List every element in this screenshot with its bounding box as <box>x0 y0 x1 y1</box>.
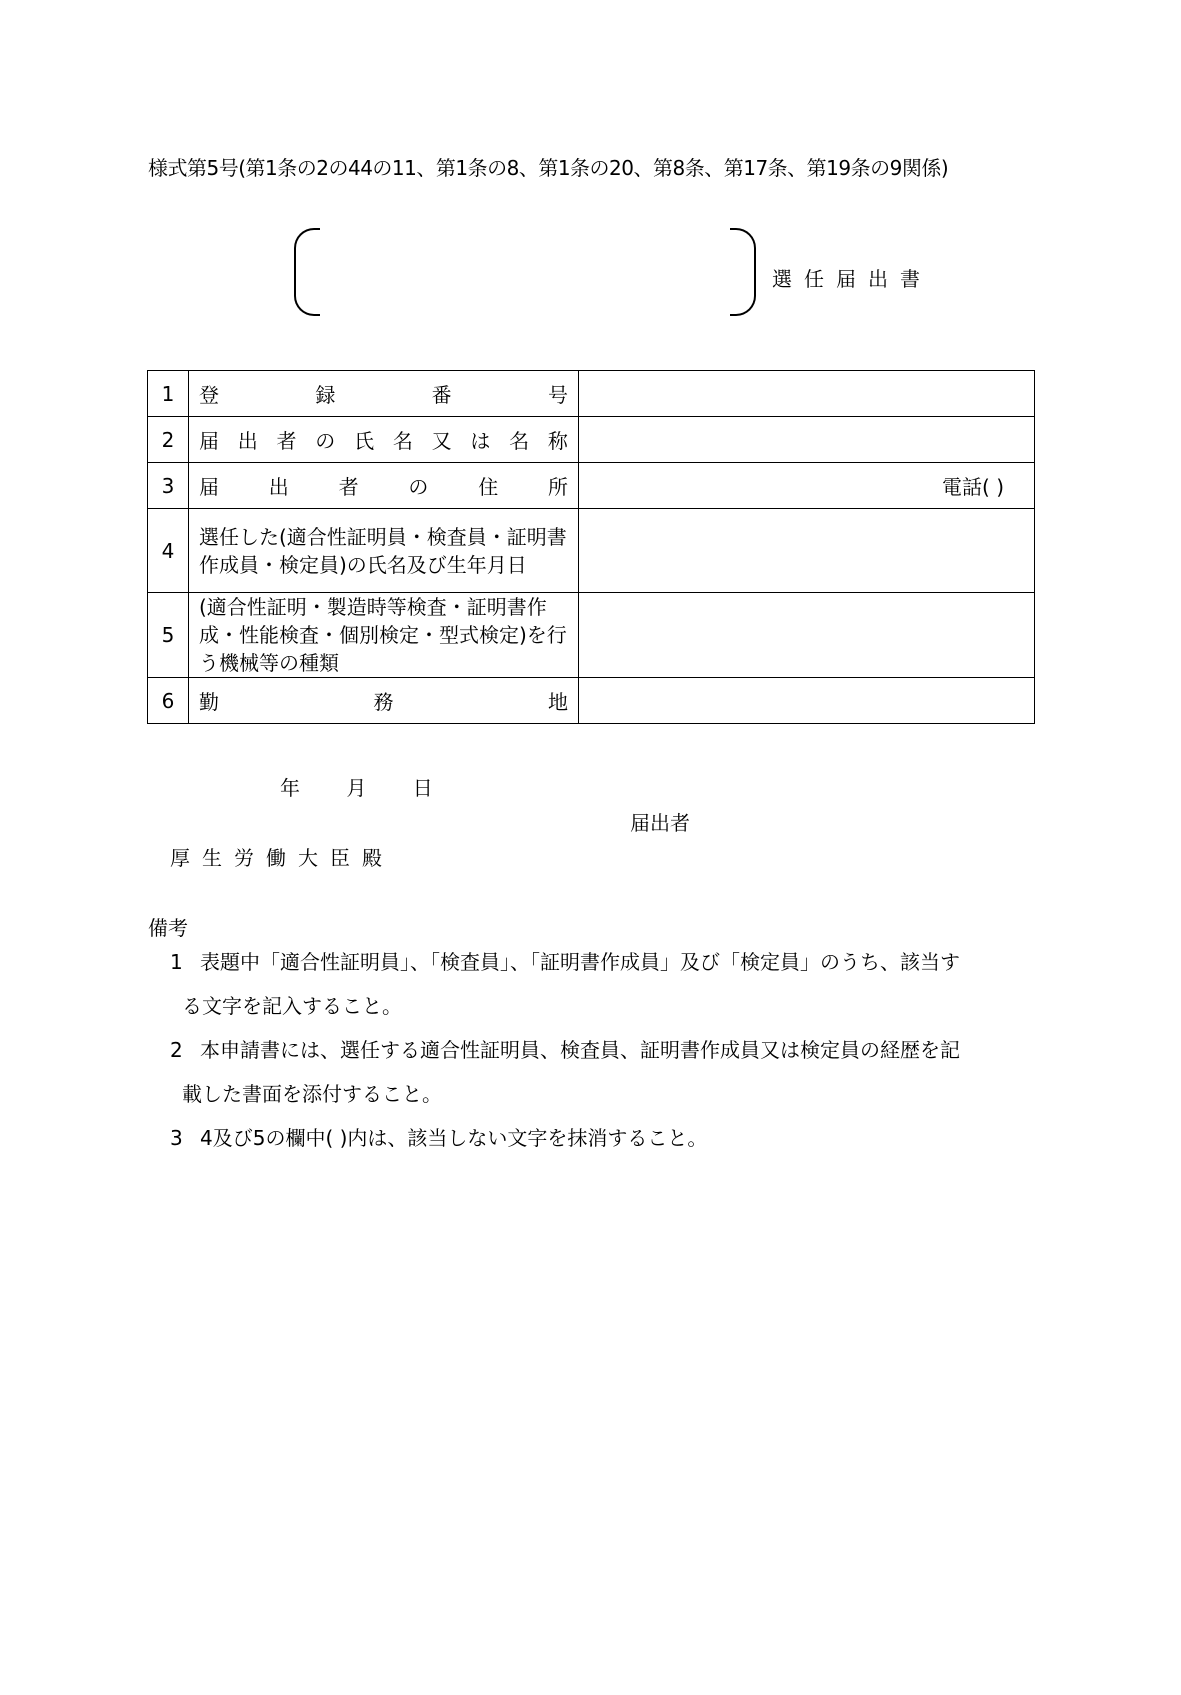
remark-note <box>148 940 1028 1028</box>
row-label: 選任した(適合性証明員・検査員・証明書作成員・検定員)の氏名及び生年月日 <box>189 509 579 593</box>
label-char: 登 <box>199 383 219 407</box>
row-label <box>189 417 579 463</box>
label-char: 氏 <box>354 429 375 453</box>
note-text-continued: 載した書面を添付すること。 <box>182 1082 442 1106</box>
label-char: 出 <box>237 429 258 453</box>
row-number: 5 <box>148 593 189 678</box>
row-label <box>189 371 579 417</box>
note-text-continued: る文字を記入すること。 <box>182 994 402 1018</box>
date-line: 年 月 日 <box>280 776 433 800</box>
table-row <box>148 593 1035 678</box>
label-char: 務 <box>373 690 394 714</box>
table-row <box>148 678 1035 724</box>
note-text: 本申請書には、選任する適合性証明員、検査員、証明書作成員又は検定員の経歴を記 <box>200 1038 960 1062</box>
row-value[interactable] <box>579 509 1035 593</box>
document-title: 選任届出書 <box>772 267 932 291</box>
label-char: 地 <box>548 690 568 714</box>
label-char: 届 <box>199 475 219 499</box>
label-char: 者 <box>338 475 359 499</box>
label-char: 名 <box>392 429 413 453</box>
addressee: 厚生労働大臣殿 <box>170 846 394 870</box>
form-table <box>147 370 1035 724</box>
table-row <box>148 417 1035 463</box>
label-char: 録 <box>315 383 336 407</box>
label-char: の <box>408 475 429 499</box>
bracket-left <box>294 228 320 316</box>
row-number: 3 <box>148 463 189 509</box>
label-char: 称 <box>547 429 568 453</box>
label-char: 勤 <box>199 690 219 714</box>
notifier-label: 届出者 <box>630 811 690 835</box>
note-text: 表題中「適合性証明員」、「検査員」、「証明書作成員」及び「検定員」のうち、該当す <box>200 950 960 974</box>
label-char: は <box>470 429 491 453</box>
label-char: 住 <box>478 475 499 499</box>
label-char: 号 <box>547 383 568 407</box>
label-char: 名 <box>509 429 530 453</box>
table-row <box>148 371 1035 417</box>
label-char: 届 <box>199 429 219 453</box>
row-value[interactable] <box>579 593 1035 678</box>
label-char: 番 <box>431 383 452 407</box>
label-char: 出 <box>268 475 289 499</box>
row-value[interactable] <box>579 678 1035 724</box>
row-number: 2 <box>148 417 189 463</box>
remark-note <box>148 1116 1028 1160</box>
row-number: 1 <box>148 371 189 417</box>
label-char: 者 <box>276 429 297 453</box>
note-number: 3 <box>170 1126 183 1150</box>
label-char: 又 <box>431 429 452 453</box>
note-number: 2 <box>170 1038 183 1062</box>
row-value[interactable] <box>579 371 1035 417</box>
label-char: の <box>315 429 336 453</box>
table-row <box>148 509 1035 593</box>
label-char: 所 <box>547 475 568 499</box>
note-number: 1 <box>170 950 183 974</box>
remarks-heading: 備考 <box>148 916 188 940</box>
bracket-right <box>730 228 756 316</box>
row-label <box>189 463 579 509</box>
note-text: 4及び5の欄中( )内は、該当しない文字を抹消すること。 <box>200 1126 708 1150</box>
remark-note <box>148 1028 1028 1116</box>
phone-field[interactable]: 電話( ) <box>579 463 1035 509</box>
row-label: (適合性証明・製造時等検査・証明書作成・性能検査・個別検定・型式検定)を行う機械等の種類 <box>189 593 579 678</box>
row-number: 6 <box>148 678 189 724</box>
row-label <box>189 678 579 724</box>
row-number: 4 <box>148 509 189 593</box>
form-number: 様式第5号(第1条の2の44の11、第1条の8、第1条の20、第8条、第17条、第19条の9関係) <box>148 156 949 180</box>
table-row <box>148 463 1035 509</box>
row-value[interactable] <box>579 417 1035 463</box>
